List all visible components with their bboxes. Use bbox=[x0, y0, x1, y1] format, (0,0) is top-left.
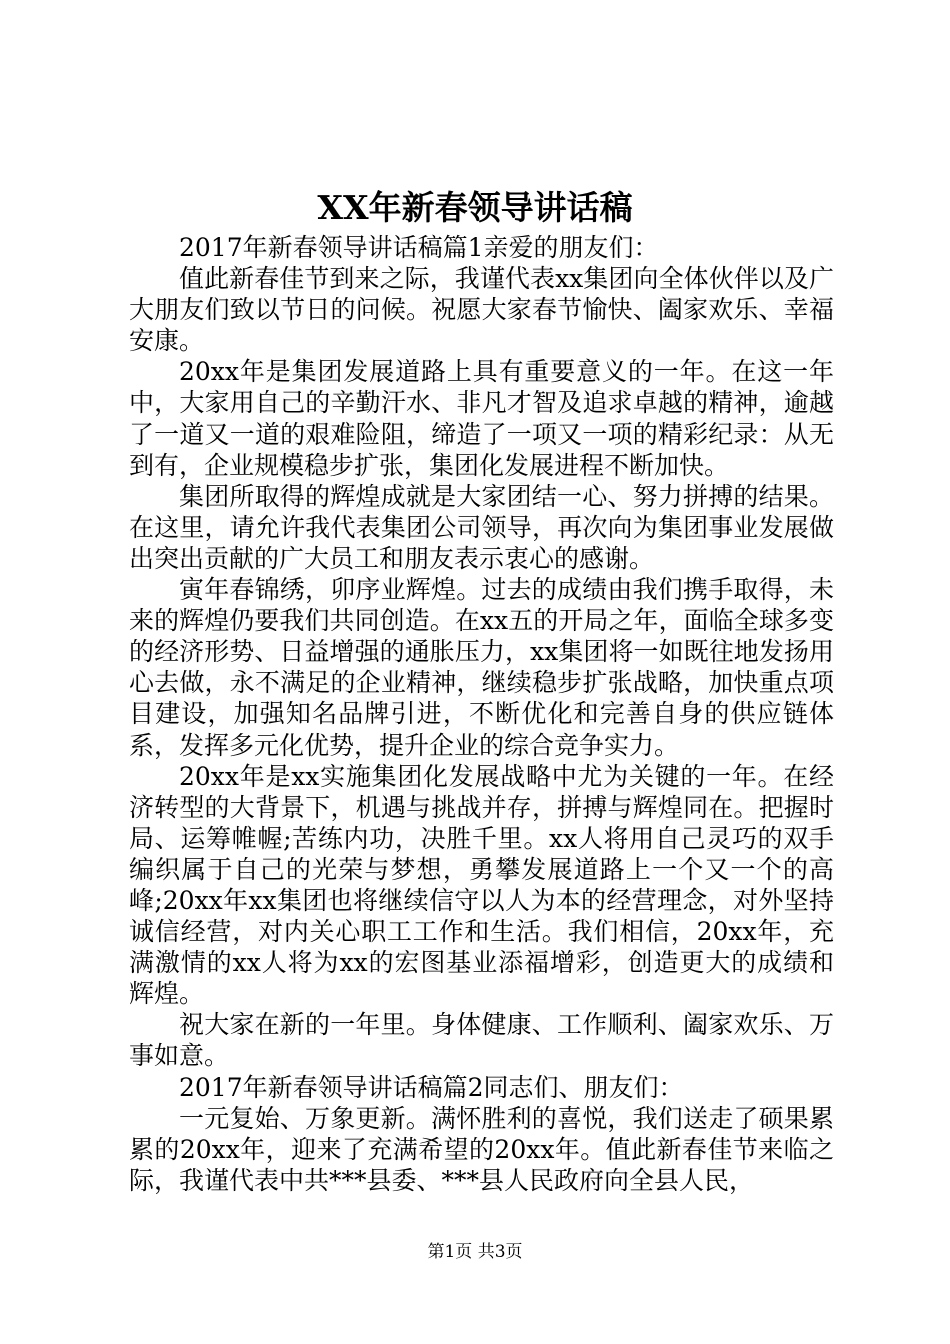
paragraph: 一元复始、万象更新。满怀胜利的喜悦，我们送走了硕果累累的20xx年，迎来了充满希望的20xx年。值此新春佳节来临之际，我谨代表中共***县委、***县人民政府向全县人民， bbox=[129, 1103, 834, 1195]
document-title: XX年新春领导讲话稿 bbox=[317, 188, 633, 227]
paragraph: 2017年新春领导讲话稿篇1亲爱的朋友们： bbox=[179, 233, 659, 262]
paragraph: 集团所取得的辉煌成就是大家团结一心、努力拼搏的结果。在这里，请允许我代表集团公司领导，再次向为集团事业发展做出突出贡献的广大员工和朋友表示衷心的感谢。 bbox=[129, 481, 834, 573]
page-footer: 第1页 共3页 bbox=[427, 1242, 523, 1262]
paragraph: 20xx年是xx实施集团化发展战略中尤为关键的一年。在经济转型的大背景下，机遇与挑战并存，拼搏与辉煌同在。把握时局、运筹帷幄;苦练内功，决胜千里。xx人将用自己灵巧的双手编织属于自己的光荣与梦想，勇攀发展道路上一个又一个的高峰;20xx年xx集团也将继续信守以人为本的经营理念，对外坚持诚信经营，对内关心职工工作和生活。我们相信，20xx年，充满激情的xx人将为xx的宏图基业添福增彩，创造更大的成绩和辉煌。 bbox=[129, 761, 834, 1009]
paragraph: 值此新春佳节到来之际，我谨代表xx集团向全体伙伴以及广大朋友们致以节日的问候。祝愿大家春节愉快、阖家欢乐、幸福安康。 bbox=[129, 264, 834, 356]
paragraph: 祝大家在新的一年里。身体健康、工作顺利、阖家欢乐、万事如意。 bbox=[129, 1010, 834, 1071]
paragraph: 20xx年是集团发展道路上具有重要意义的一年。在这一年中，大家用自己的辛勤汗水、非凡才智及追求卓越的精神，逾越了一道又一道的艰难险阻，缔造了一项又一项的精彩纪录：从无到有，企业规模稳步扩张，集团化发展进程不断加快。 bbox=[129, 357, 834, 480]
document-body bbox=[129, 232, 834, 1196]
paragraph: 2017年新春领导讲话稿篇2同志们、朋友们： bbox=[179, 1072, 684, 1102]
paragraph: 寅年春锦绣，卯序业辉煌。过去的成绩由我们携手取得，未来的辉煌仍要我们共同创造。在xx五的开局之年，面临全球多变的经济形势、日益增强的通胀压力，xx集团将一如既往地发扬用心去做，永不满足的企业精神，继续稳步扩张战略，加快重点项目建设，加强知名品牌引进，不断优化和完善自身的供应链体系，发挥多元化优势，提升企业的综合竞争实力。 bbox=[129, 575, 834, 760]
